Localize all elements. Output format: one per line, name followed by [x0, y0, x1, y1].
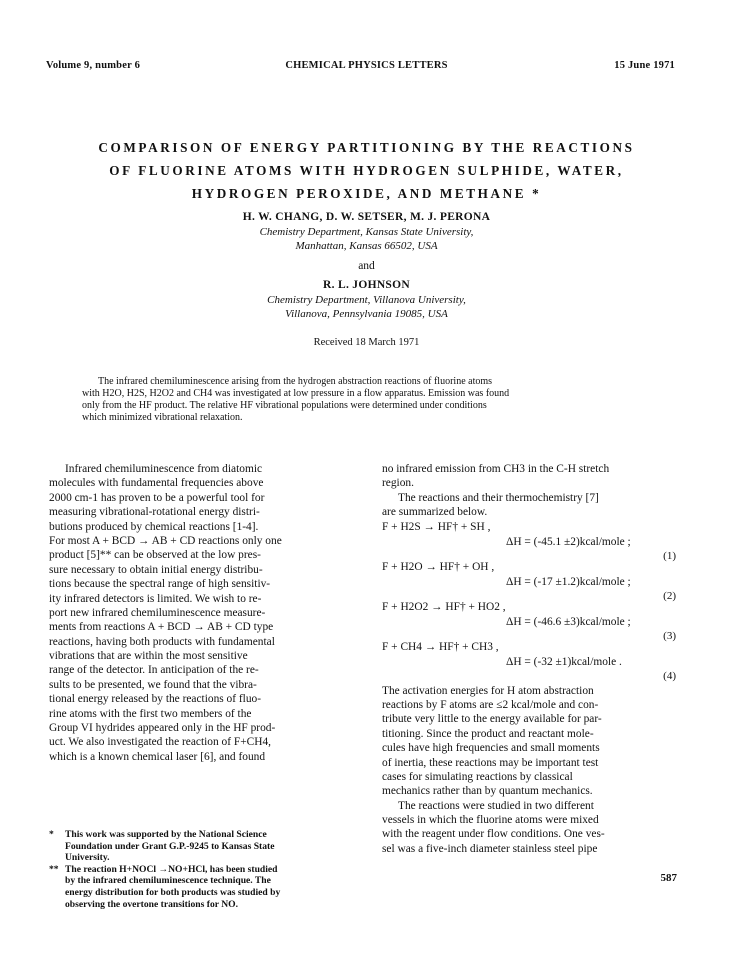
body-line: with the reagent under flow conditions. One ves-: [382, 828, 605, 841]
footnote: [49, 829, 355, 864]
abstract-line: which minimized vibrational relaxation.: [82, 412, 243, 423]
reaction-equation: [382, 640, 682, 680]
footnotes: [49, 829, 355, 910]
running-header-journal: CHEMICAL PHYSICS LETTERS: [285, 60, 448, 71]
body-line: mechanics rather than by quantum mechanics.: [382, 785, 593, 798]
paper-title: [60, 136, 673, 205]
body-line: cules have high frequencies and small moments: [382, 742, 600, 755]
abstract-line: with H2O, H2S, H2O2 and CH4 was investigated at low pressure in a flow apparatus. Emission was found: [82, 388, 510, 399]
body-line: 2000 cm-1 has proven to be a powerful tool for: [49, 491, 265, 504]
author-names: H. W. CHANG, D. W. SETSER, M. J. PERONA: [242, 211, 491, 223]
received-date: Received 18 March 1971: [313, 337, 420, 348]
body-line: titioning. Since the product and reactant mole-: [382, 727, 594, 740]
affiliation-line: Villanova, Pennsylvania 19085, USA: [285, 308, 448, 320]
body-line: For most A + BCD → AB + CD reactions only one: [49, 534, 282, 547]
body-line: tional energy released by the reactions of fluo-: [49, 693, 262, 706]
body-line: reactions, having both products with fundamental: [49, 635, 275, 648]
right-column: [382, 462, 682, 856]
running-header-volume: Volume 9, number 6: [46, 60, 141, 71]
author-block: [0, 210, 733, 348]
body-line: Infrared chemiluminescence from diatomic: [65, 463, 263, 475]
body-line: vibrations that are within the most sensitive: [49, 650, 248, 663]
abstract-line: only from the HF product. The relative HF vibrational populations were determined under conditions: [82, 400, 487, 411]
reaction-enthalpy: ΔH = (-32 ±1)kcal/mole .: [506, 655, 622, 668]
footnote-line: The reaction H+NOCl →NO+HCl, has been studied: [65, 863, 278, 875]
body-line: butions produced by chemical reactions [1-4].: [49, 520, 259, 533]
body-line: molecules with fundamental frequencies above: [49, 477, 264, 490]
body-line: sel was a five-inch diameter stainless steel pipe: [382, 842, 598, 855]
page-number: 587: [660, 872, 677, 884]
reaction-equation: [382, 560, 682, 600]
abstract-line: The infrared chemiluminescence arising from the hydrogen abstraction reactions of fluorine atoms: [98, 376, 493, 387]
reaction-formula: F + H2O2 → HF† + HO2 ,: [382, 600, 506, 613]
reaction-formula: F + H2S → HF† + SH ,: [382, 520, 491, 533]
body-line: rine atoms with the first two members of the: [49, 707, 252, 720]
body-line: Group VI hydrides appeared only in the HF prod-: [49, 722, 276, 735]
body-line: uct. We also investigated the reaction of F+CH4,: [49, 736, 271, 749]
reaction-enthalpy: ΔH = (-17 ±1.2)kcal/mole ;: [506, 575, 631, 588]
title-line: COMPARISON OF ENERGY PARTITIONING BY THE REACTIONS: [98, 140, 635, 155]
body-line: measuring vibrational-rotational energy distri-: [49, 506, 260, 519]
title-line: OF FLUORINE ATOMS WITH HYDROGEN SULPHIDE, WATER,: [109, 163, 624, 178]
reaction-equation: [382, 600, 682, 640]
body-line: product [5]** can be observed at the low pres-: [49, 549, 261, 562]
body-line: vessels in which the fluorine atoms were mixed: [382, 814, 599, 827]
body-line: no infrared emission from CH3 in the C-H stretch: [382, 463, 610, 475]
body-line: which is a known chemical laser [6], and found: [49, 750, 266, 763]
footnote-mark: **: [49, 863, 59, 875]
body-line: cases for simulating reactions by classical: [382, 770, 573, 783]
reaction-formula: F + H2O → HF† + OH ,: [382, 560, 495, 573]
footnote-line: energy distribution for both products was studied by: [65, 886, 281, 898]
equation-number: (3): [663, 629, 676, 642]
body-line: region.: [382, 477, 414, 490]
body-line: The reactions were studied in two different: [398, 799, 594, 812]
footnote: [49, 864, 355, 910]
equation-number: (4): [663, 669, 676, 682]
footnote-line: by the infrared chemiluminescence technique. The: [65, 875, 271, 887]
author-conjunction: and: [358, 260, 375, 272]
body-line: reactions by F atoms are ≤2 kcal/mole and con-: [382, 698, 599, 711]
body-line: ity infrared detectors is limited. We wish to re-: [49, 592, 262, 605]
body-line: ments from reactions A + BCD → AB + CD type: [49, 621, 274, 634]
body-line: The activation energies for H atom abstraction: [382, 684, 594, 697]
title-line: HYDROGEN PEROXIDE, AND METHANE *: [191, 186, 542, 201]
body-line: The reactions and their thermochemistry [7]: [398, 491, 599, 504]
author-names: R. L. JOHNSON: [323, 279, 410, 291]
running-header-date: 15 June 1971: [614, 60, 675, 71]
affiliation-line: Manhattan, Kansas 66502, USA: [295, 240, 438, 252]
body-line: tions because the spectral range of high sensitiv-: [49, 578, 271, 591]
reaction-enthalpy: ΔH = (-46.6 ±3)kcal/mole ;: [506, 615, 631, 628]
abstract: [82, 376, 658, 424]
body-line: sure necessary to obtain initial energy distribu-: [49, 563, 263, 576]
body-line: tribute very little to the energy available for par-: [382, 713, 602, 726]
body-line: range of the detector. In anticipation of the re-: [49, 664, 259, 677]
footnote-line: Foundation under Grant G.P.-9245 to Kansas State: [65, 840, 275, 852]
body-line: port new infrared chemiluminescence measure-: [49, 606, 266, 619]
footnote-line: University.: [65, 852, 110, 864]
left-column: [49, 462, 355, 764]
footnote-mark: *: [49, 829, 54, 840]
reaction-enthalpy: ΔH = (-45.1 ±2)kcal/mole ;: [506, 535, 631, 548]
reaction-equation: [382, 520, 682, 560]
footnote-line: observing the overtone transitions for NO.: [65, 898, 239, 910]
footnote-line: This work was supported by the National Science: [65, 829, 267, 840]
body-line: of inertia, these reactions may be important test: [382, 756, 599, 769]
reaction-formula: F + CH4 → HF† + CH3 ,: [382, 640, 499, 653]
body-line: are summarized below.: [382, 506, 488, 519]
affiliation-line: Chemistry Department, Villanova University,: [267, 294, 466, 306]
affiliation-line: Chemistry Department, Kansas State University,: [259, 226, 474, 238]
body-line: sults to be presented, we found that the vibra-: [49, 678, 257, 691]
equation-number: (1): [663, 549, 676, 562]
equation-number: (2): [663, 589, 676, 602]
